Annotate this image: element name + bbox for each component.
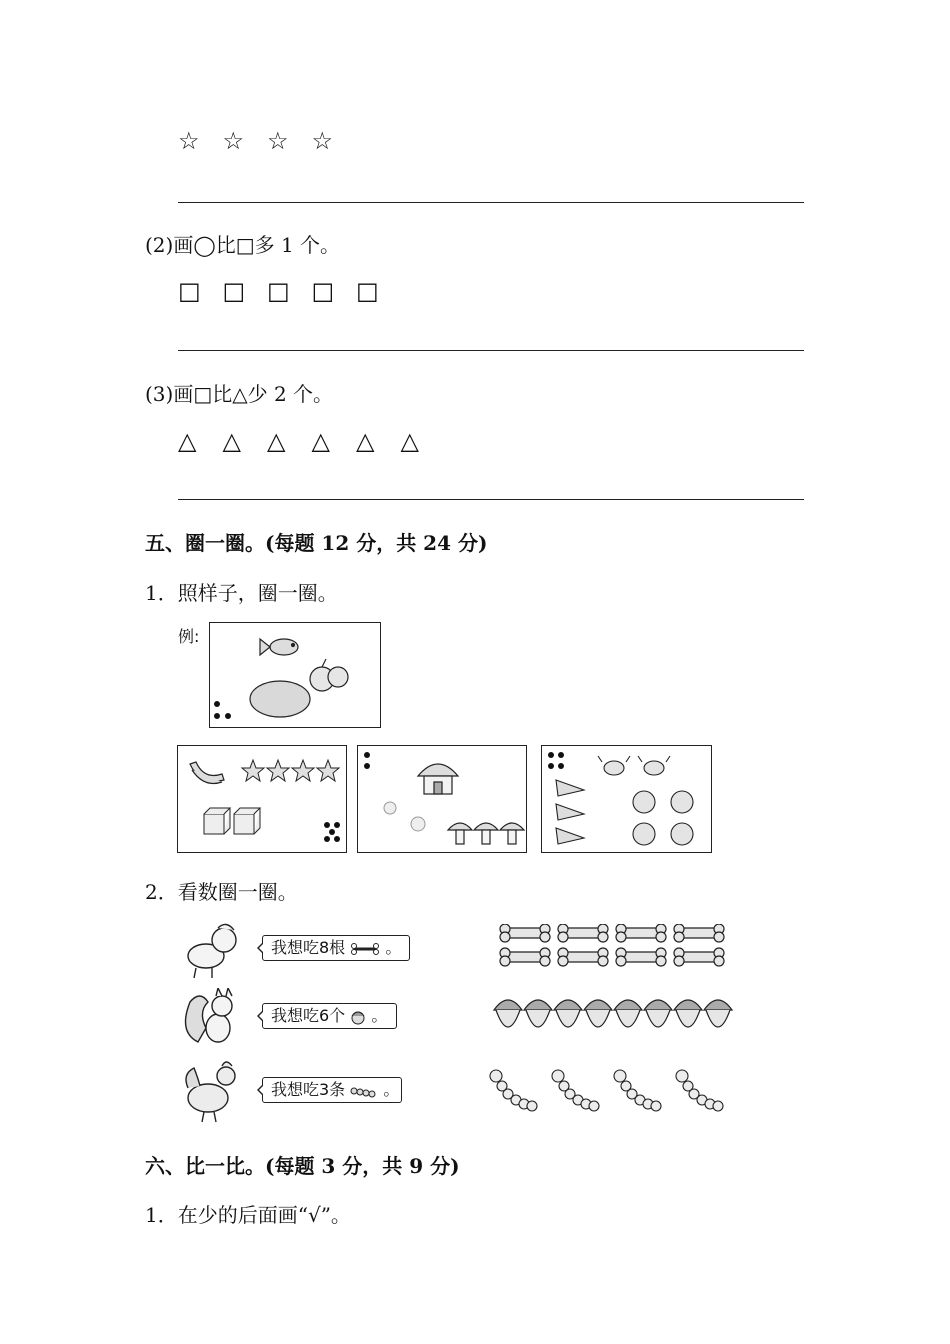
picture-box-3[interactable] — [541, 745, 712, 853]
square-icon: □ — [267, 277, 290, 305]
dog-icon — [178, 920, 248, 980]
section-6-title: 六、比一比。(每题 3 分，共 9 分) — [145, 1154, 460, 1178]
triangle-icon: △ — [178, 427, 197, 455]
triangle-icon: △ — [222, 427, 241, 455]
bones-group[interactable] — [497, 924, 737, 968]
section-5-title: 五、圈一圈。(每题 12 分，共 24 分) — [145, 531, 488, 555]
caterpillars-group[interactable] — [488, 1066, 738, 1116]
crab-icon — [598, 756, 670, 775]
rooster-icon — [178, 1058, 248, 1124]
triangle-icon: △ — [311, 427, 330, 455]
flower-icon — [384, 802, 425, 831]
star-shape-icon — [242, 760, 339, 781]
speech-bubble-rooster: 我想吃3条 。 — [262, 1077, 402, 1103]
picture-box-2[interactable] — [357, 745, 527, 853]
caterpillar-icon — [490, 1070, 723, 1111]
triangle-icon: △ — [267, 427, 286, 455]
watermelon-icon — [250, 681, 310, 717]
square-icon: □ — [356, 277, 379, 305]
triangles-row — [178, 427, 445, 455]
apple-icon — [310, 659, 348, 691]
star-icon: ☆ — [267, 127, 289, 155]
picture-box-1[interactable] — [177, 745, 347, 853]
star-icon: ☆ — [311, 127, 334, 155]
acorn-icon — [494, 1000, 732, 1027]
star-icon: ☆ — [222, 127, 245, 155]
triangle-icon: △ — [356, 427, 375, 455]
acorns-group[interactable] — [488, 994, 738, 1040]
banana-icon — [190, 762, 224, 784]
star-icon: ☆ — [178, 127, 200, 155]
acorn-icon — [350, 1009, 366, 1025]
square-icon: □ — [178, 277, 201, 305]
fish-icon — [260, 639, 298, 655]
section-6-q1: 1．在少的后面画“√”。 — [145, 1203, 351, 1227]
answer-line-3[interactable] — [178, 499, 804, 500]
example-box — [209, 622, 381, 728]
mushroom-icon — [448, 823, 524, 844]
caterpillar-icon — [350, 1084, 378, 1098]
answer-line-1[interactable] — [178, 202, 804, 203]
bone-icon — [500, 924, 724, 966]
triangle-icon: △ — [400, 427, 419, 455]
cube-icon — [204, 808, 260, 834]
question-3-label: (3)画□比△少 2 个。 — [145, 382, 334, 406]
example-illustration — [210, 623, 380, 727]
squirrel-icon — [178, 988, 248, 1048]
carrot-icon — [556, 780, 584, 844]
section-5-q2: 2．看数圈一圈。 — [145, 880, 298, 904]
stars-row — [178, 127, 356, 155]
example-label: 例: — [178, 627, 200, 646]
bone-icon — [350, 943, 380, 955]
square-icon: □ — [222, 277, 246, 305]
mushroom-house-icon — [418, 764, 458, 794]
speech-bubble-dog: 我想吃8根 。 — [262, 935, 410, 961]
section-5-q1: 1．照样子，圈一圈。 — [145, 581, 338, 605]
square-icon: □ — [311, 277, 335, 305]
peach-icon — [633, 791, 693, 845]
question-2-label: (2)画◯比□多 1 个。 — [145, 233, 341, 257]
answer-line-2[interactable] — [178, 350, 804, 351]
speech-bubble-squirrel: 我想吃6个 。 — [262, 1003, 397, 1029]
squares-row — [178, 277, 401, 305]
